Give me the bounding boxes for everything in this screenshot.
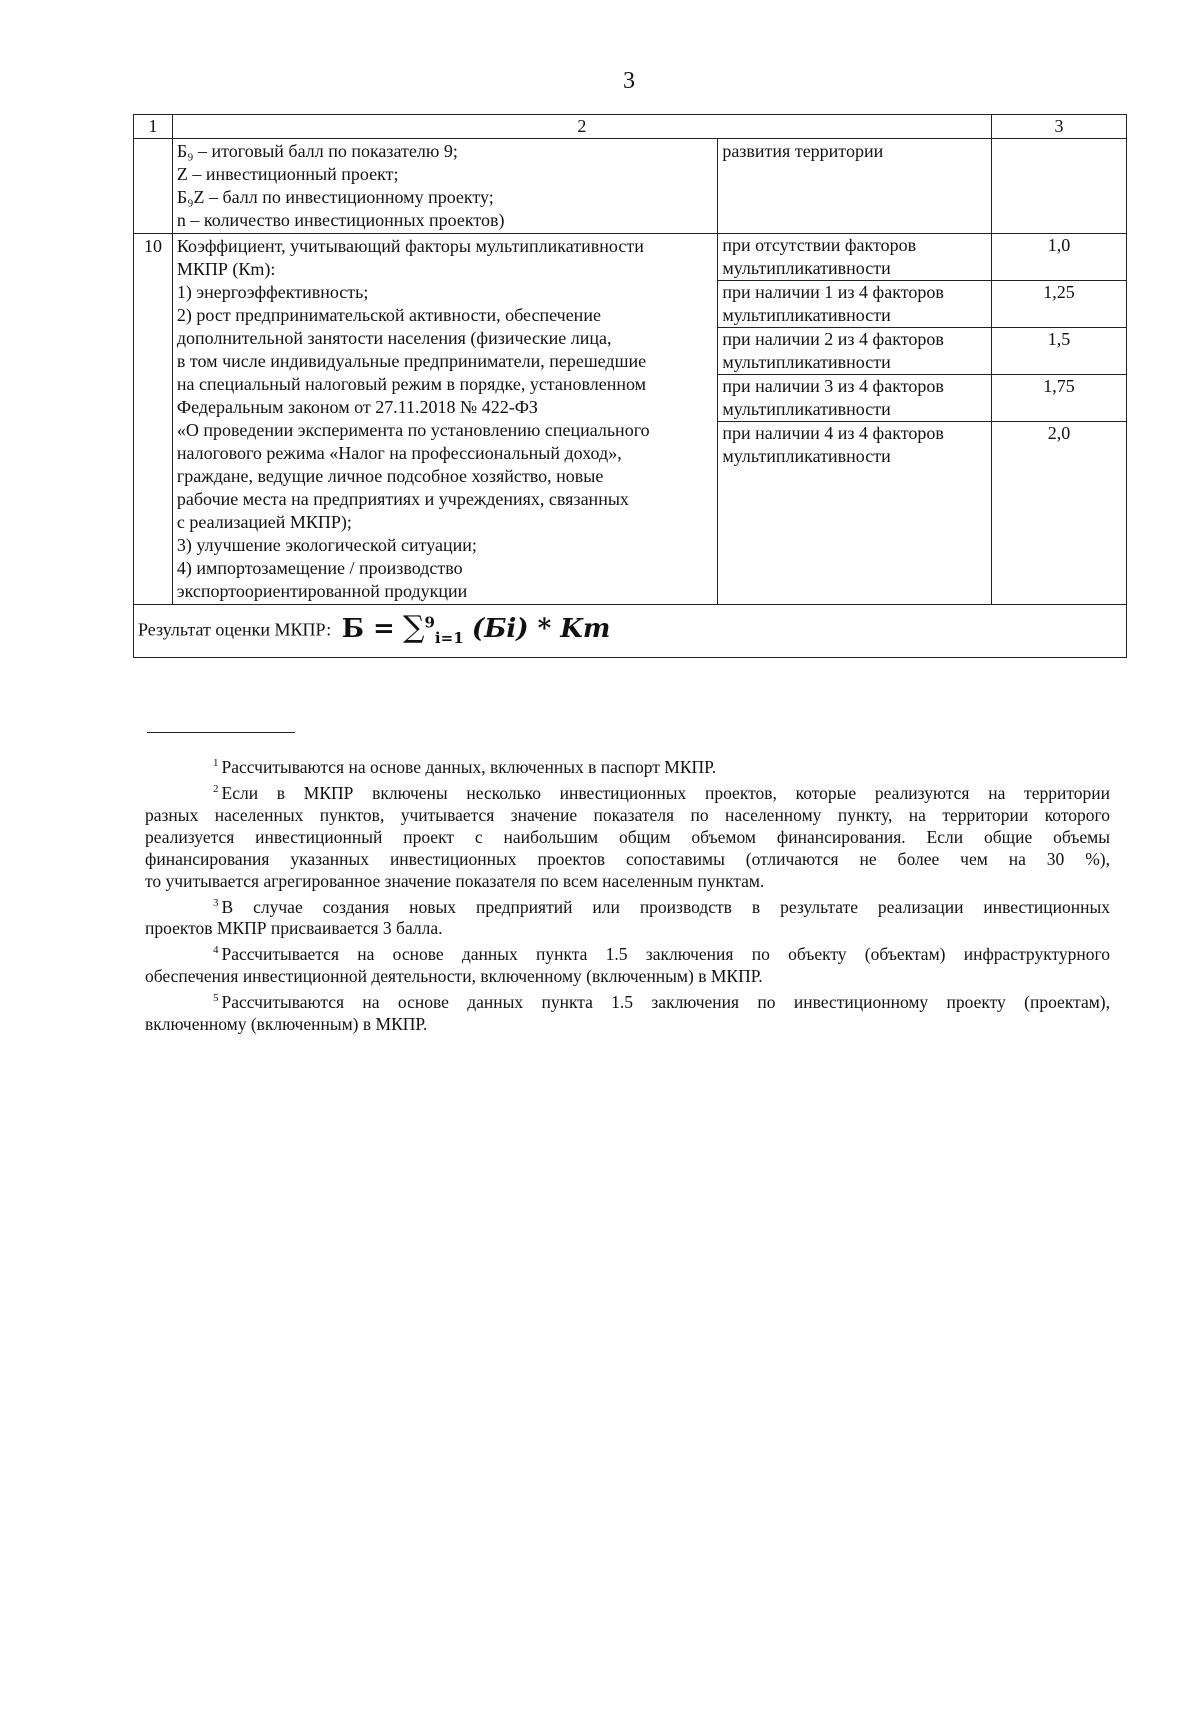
footnote-line: финансирования указанных инвестиционных проектов сопоставимы (отличаются не более чем на 30 %),: [145, 848, 1110, 869]
row-number-cell: 10: [134, 234, 173, 605]
footnote-mark: 1: [213, 757, 219, 769]
footnote-line: то учитывается агрегированное значение показателя по всем населенным пунктам.: [145, 870, 765, 891]
formula-lower: i=1: [434, 629, 464, 648]
footnote-line: [145, 892, 1110, 918]
header-col-1: 1: [134, 115, 173, 139]
option-text: мультипликативности: [722, 446, 891, 466]
formula-lhs: Б =: [341, 614, 395, 645]
factor-line: рабочие места на предприятиях и учреждениях, связанных: [176, 489, 629, 509]
footnote-line: [145, 778, 1110, 804]
factor-line: 2) рост предпринимательской активности, обеспечение: [176, 305, 601, 325]
indicator-description-cell: [172, 139, 717, 234]
factor-line: экспортоориентированной продукции: [176, 581, 468, 601]
value-cell: [991, 139, 1126, 234]
title-line: МКПР (Кm):: [176, 259, 276, 279]
text-line: Б₉Z – балл по инвестиционному проекту;: [176, 187, 494, 207]
header-col-3: 3: [991, 115, 1126, 139]
option-item: [718, 375, 991, 422]
footnote-mark: 5: [213, 992, 219, 1005]
text-line: Z – инвестиционный проект;: [176, 164, 399, 184]
header-col-2: 2: [172, 115, 991, 139]
formula-sigma: ∑: [403, 610, 425, 646]
text-line: Б₉ – итоговый балл по показателю 9;: [176, 141, 458, 161]
footnote-text: В случае создания новых предприятий или производств в результате реализации инвестиционных: [221, 896, 1110, 917]
factor-line: «О проведении эксперимента по установлению специального: [176, 420, 650, 440]
text-line: n – количество инвестиционных проектов): [176, 210, 505, 230]
option-item: [718, 328, 991, 375]
option-text: мультипликативности: [722, 305, 891, 325]
formula-upper: 9: [424, 613, 435, 632]
footnotes: [145, 752, 1110, 1035]
option-text: при наличии 1 из 4 факторов: [722, 282, 944, 302]
factor-line: 1) энергоэффективность;: [176, 282, 369, 302]
footnote-text: Рассчитываются на основе данных пункта 1.5 заключения по инвестиционному проекту (проектам),: [221, 992, 1110, 1013]
footnote-3: [145, 892, 1110, 940]
factor-line: 3) улучшение экологической ситуации;: [176, 535, 477, 555]
footnote-text: Рассчитывается на основе данных пункта 1.5 заключения по объекту (объектам) инфраструктурного: [221, 944, 1110, 965]
footnote-mark: 4: [213, 944, 219, 957]
criterion-cell: развития территории: [718, 139, 992, 234]
footnote-text: Рассчитываются на основе данных, включенных в паспорт МКПР.: [221, 756, 717, 777]
footnote-line: проектов МКПР присваивается 3 балла.: [145, 918, 443, 939]
footnote-1: [145, 752, 1110, 778]
option-text: при отсутствии факторов: [722, 235, 917, 255]
criterion-options-cell: [718, 234, 992, 605]
result-formula: [341, 610, 611, 648]
footnote-text: Если в МКПР включены несколько инвестиционных проектов, которые реализуются на территории: [221, 782, 1110, 803]
table-row-10: [134, 234, 1127, 605]
option-text: при наличии 2 из 4 факторов: [722, 329, 944, 349]
option-value: 2,0: [1047, 423, 1071, 443]
factor-line: граждане, ведущие личное подсобное хозяйство, новые: [176, 466, 604, 486]
option-value: 1,5: [992, 328, 1126, 375]
factor-line: дополнительной занятости населения (физические лица,: [176, 328, 612, 348]
formula-body: (Бi) * Km: [471, 614, 611, 645]
footnote-line: реализуется инвестиционный проект с наибольшим общим объемом финансирования. Если общие объемы: [145, 826, 1110, 847]
footnote-5: [145, 987, 1110, 1035]
option-text: при наличии 4 из 4 факторов: [722, 423, 944, 443]
row-number-cell: [134, 139, 173, 234]
page-number: 3: [623, 68, 635, 94]
footnote-mark: 2: [213, 782, 219, 795]
footnote-4: [145, 939, 1110, 987]
coefficient-values-cell: [991, 234, 1126, 605]
footnote-separator: [147, 732, 295, 733]
factor-line: Федеральным законом от 27.11.2018 № 422-ФЗ: [176, 397, 538, 417]
footnote-2: [145, 778, 1110, 892]
option-item: [718, 422, 991, 468]
footnote-line: [145, 987, 1110, 1013]
factor-line: с реализацией МКПР);: [176, 512, 352, 532]
table-row-continuation: [134, 139, 1127, 234]
option-text: при наличии 3 из 4 факторов: [722, 376, 944, 396]
factor-line: в том числе индивидуальные предприниматели, перешедшие: [176, 351, 647, 371]
title-line: Коэффициент, учитывающий факторы мультипликативности: [176, 236, 644, 256]
option-text: мультипликативности: [722, 352, 891, 372]
result-label: Результат оценки МКПР:: [138, 619, 332, 640]
footnote-line: разных населенных пунктов, учитывается значение показателя по населенному пункту, на территории которого: [145, 804, 1110, 825]
indicator-description-cell: [172, 234, 717, 605]
option-value: 1,25: [992, 281, 1126, 328]
factor-line: на специальный налоговый режим в порядке, установленном: [176, 374, 647, 394]
criteria-table: [133, 114, 1127, 658]
factor-line: налогового режима «Налог на профессиональный доход»,: [176, 443, 622, 463]
footnote-line: [145, 939, 1110, 965]
option-text: мультипликативности: [722, 399, 891, 419]
footnote-line: обеспечения инвестиционной деятельности, включенному (включенным) в МКПР.: [145, 966, 763, 987]
option-item: [718, 281, 991, 328]
footnote-mark: 3: [213, 896, 219, 909]
option-text: мультипликативности: [722, 258, 891, 278]
result-cell: [134, 605, 1127, 658]
table-row-result: [134, 605, 1127, 658]
table-header-row: [134, 115, 1127, 139]
option-value: 1,75: [992, 375, 1126, 422]
option-item: [718, 234, 991, 281]
footnote-line: включенному (включенным) в МКПР.: [145, 1014, 428, 1035]
factor-line: 4) импортозамещение / производство: [176, 558, 463, 578]
option-value: 1,0: [992, 234, 1126, 281]
